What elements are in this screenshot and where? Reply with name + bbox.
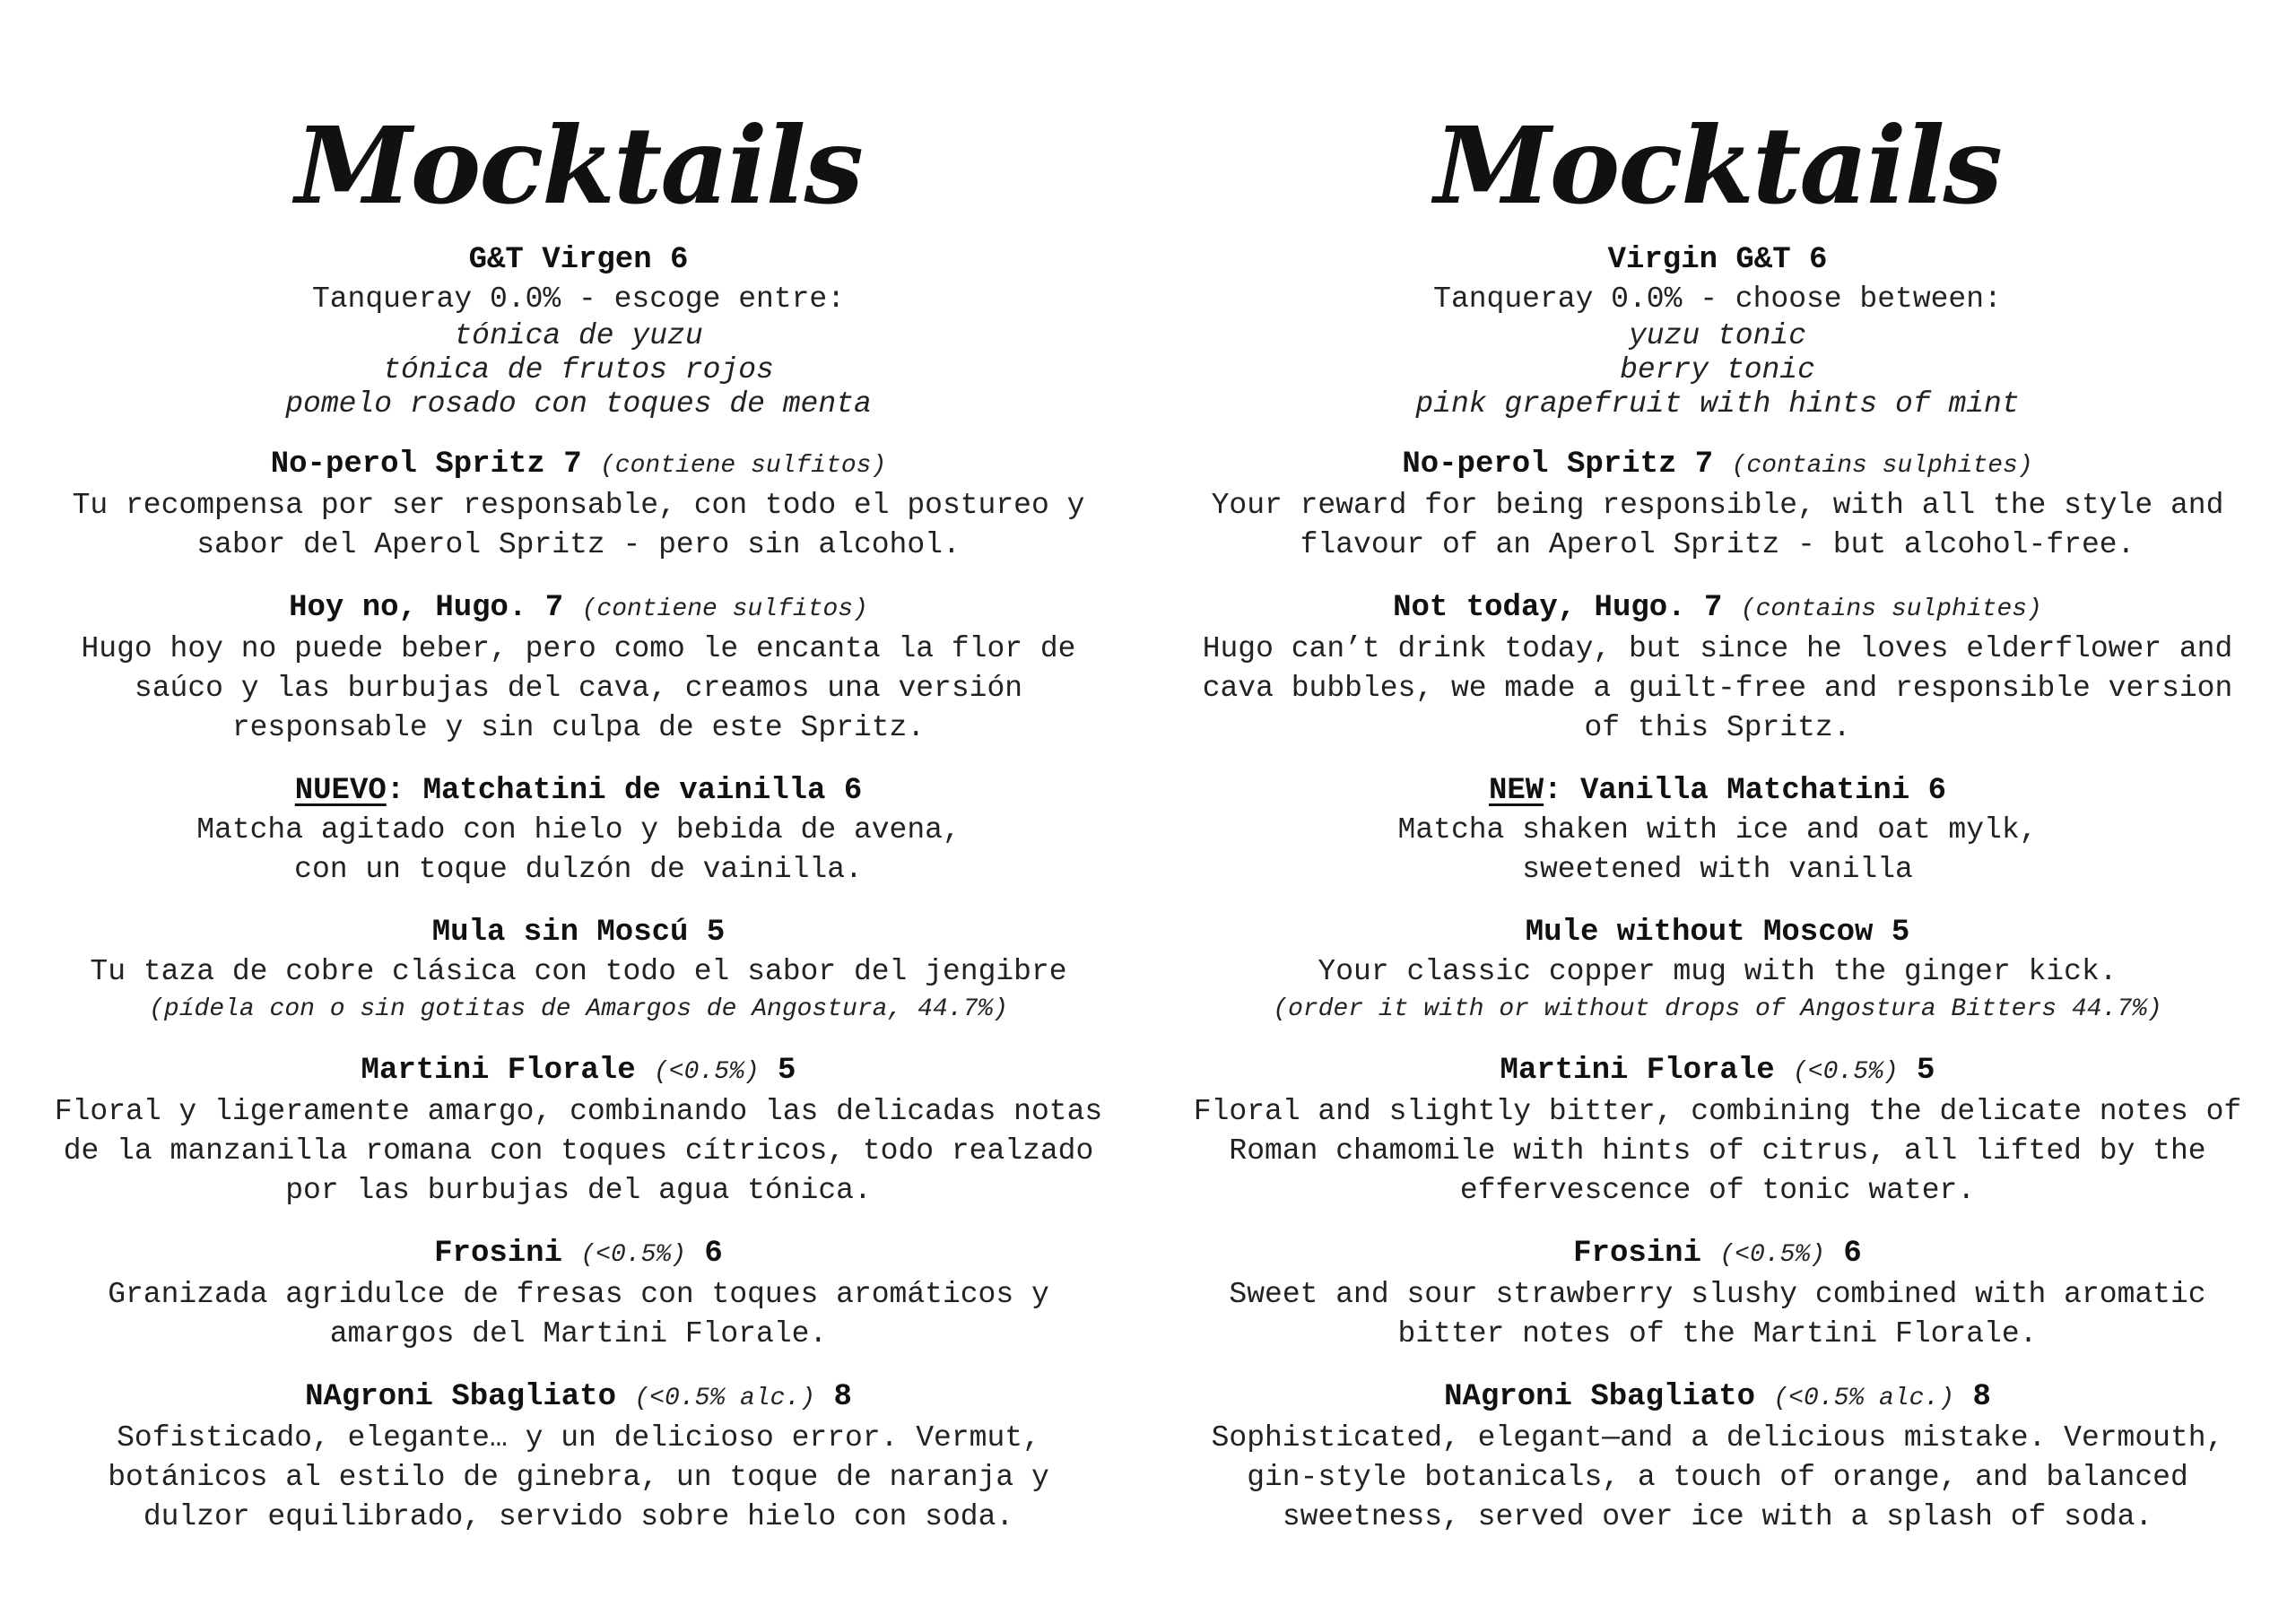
drink-heading (27, 1377, 1130, 1419)
english-menu-column (1166, 103, 2269, 1560)
drink-description: Tanqueray 0.0% - choose between: (1433, 282, 2002, 316)
menu-items (1166, 240, 2269, 1537)
drink-note: (<0.5%) (580, 1241, 687, 1269)
drink-description: Floral y ligeramente amargo, combinando las delicadas notas (54, 1095, 1103, 1128)
drink-description: sabor del Aperol Spritz - pero sin alcohol. (196, 528, 961, 561)
drink-price: 8 (833, 1380, 852, 1414)
drink-heading (27, 771, 1130, 811)
menu-item (27, 445, 1130, 565)
menu-item (27, 588, 1130, 748)
drink-note: (contains sulphites) (1731, 452, 2033, 480)
drink-name: Not today, Hugo. 7 (1393, 591, 1723, 625)
drink-description: sweetened with vanilla (1522, 853, 1913, 886)
drink-name: Frosini (434, 1237, 562, 1271)
drink-price: 8 (1972, 1380, 1991, 1414)
drink-option: berry tonic (1620, 353, 1815, 386)
drink-option: pomelo rosado con toques de menta (285, 387, 872, 421)
drink-name: No-perol Spritz 7 (270, 447, 582, 482)
drink-description: gin-style botanicals, a touch of orange, and balanced (1247, 1461, 2188, 1494)
menu-item (27, 1051, 1130, 1211)
drink-name: Virgin G&T 6 (1607, 243, 1828, 277)
menu-item (1166, 240, 2269, 421)
drink-heading (27, 1051, 1130, 1092)
menu-item (1166, 588, 2269, 748)
drink-description: con un toque dulzón de vainilla. (294, 853, 863, 886)
drink-description: responsable y sin culpa de este Spritz. (231, 711, 926, 744)
drink-description: saúco y las burbujas del cava, creamos una versión (134, 672, 1023, 705)
drink-option: yuzu tonic (1628, 319, 1807, 352)
menu-item (1166, 771, 2269, 890)
drink-note: (<0.5%) (1719, 1241, 1826, 1269)
drink-description: of this Spritz. (1584, 711, 1851, 744)
menu-item (1166, 913, 2269, 1028)
drink-description: effervescence of tonic water. (1459, 1174, 1976, 1207)
menu-item (1166, 1234, 2269, 1354)
drink-description: Sophisticated, elegant—and a delicious mistake. Vermouth, (1211, 1421, 2224, 1455)
drink-description: Tu taza de cobre clásica con todo el sabor del jengibre (90, 955, 1067, 988)
drink-name: : Vanilla Matchatini 6 (1544, 774, 1947, 808)
drink-option: pink grapefruit with hints of mint (1415, 387, 2020, 421)
drink-description: Sofisticado, elegante… y un delicioso error. Vermut, (117, 1421, 1040, 1455)
drink-price: 6 (704, 1237, 723, 1271)
drink-name: Martini Florale (361, 1054, 636, 1088)
drink-footnote: (order it with or without drops of Angostura Bitters 44.7%) (1273, 995, 2162, 1023)
drink-heading (27, 913, 1130, 952)
drink-description: sweetness, served over ice with a splash of soda. (1282, 1500, 2153, 1533)
menu-item (1166, 1051, 2269, 1211)
drink-name: Hoy no, Hugo. 7 (289, 591, 564, 625)
menu-item (1166, 445, 2269, 565)
drink-price: 5 (778, 1054, 796, 1088)
drink-description: bitter notes of the Martini Florale. (1397, 1317, 2038, 1350)
menu-title: Mocktails (295, 103, 862, 228)
drink-heading (1166, 1234, 2269, 1275)
drink-heading (27, 445, 1130, 486)
drink-description: Tanqueray 0.0% - escoge entre: (311, 282, 846, 316)
drink-note: (<0.5%) (654, 1058, 760, 1086)
drink-heading (1166, 588, 2269, 630)
drink-note: (contains sulphites) (1740, 595, 2042, 623)
drink-footnote: (pídela con o sin gotitas de Amargos de Angostura, 44.7%) (149, 995, 1008, 1023)
drink-heading (1166, 913, 2269, 952)
drink-heading (27, 1234, 1130, 1275)
drink-name: NAgroni Sbagliato (305, 1380, 616, 1414)
drink-heading (1166, 771, 2269, 811)
drink-description: Your classic copper mug with the ginger kick. (1318, 955, 2118, 988)
menu-item (27, 1377, 1130, 1537)
drink-description: cava bubbles, we made a guilt-free and responsible version (1202, 672, 2233, 705)
drink-name: Mule without Moscow 5 (1525, 916, 1910, 950)
new-badge: NUEVO (294, 774, 387, 808)
drink-heading (27, 588, 1130, 630)
drink-description: por las burbujas del agua tónica. (285, 1174, 872, 1207)
drink-note: (<0.5%) (1793, 1058, 1899, 1086)
drink-note: (contiene sulfitos) (600, 452, 887, 480)
drink-option: tónica de yuzu (454, 319, 703, 352)
drink-heading (1166, 240, 2269, 280)
drink-note: (<0.5% alc.) (1773, 1385, 1955, 1412)
drink-description: amargos del Martini Florale. (329, 1317, 828, 1350)
drink-price: 6 (1843, 1237, 1862, 1271)
drink-name: NAgroni Sbagliato (1444, 1380, 1755, 1414)
drink-description: Matcha agitado con hielo y bebida de avena, (196, 813, 961, 847)
drink-heading (1166, 445, 2269, 486)
drink-name: Frosini (1573, 1237, 1701, 1271)
drink-description: flavour of an Aperol Spritz - but alcohol-free. (1300, 528, 2135, 561)
drink-description: Granizada agridulce de fresas con toques aromáticos y (108, 1278, 1049, 1311)
drink-price: 5 (1917, 1054, 1935, 1088)
menu-title: Mocktails (1434, 103, 2001, 228)
drink-name: : Matchatini de vainilla 6 (386, 774, 863, 808)
drink-note: (<0.5% alc.) (634, 1385, 816, 1412)
drink-description: Tu recompensa por ser responsable, con todo el postureo y (72, 489, 1085, 522)
drink-description: Hugo can’t drink today, but since he loves elderflower and (1202, 632, 2233, 665)
drink-description: Floral and slightly bitter, combining the delicate notes of (1193, 1095, 2242, 1128)
drink-option: tónica de frutos rojos (383, 353, 774, 386)
drink-name: No-perol Spritz 7 (1402, 447, 1714, 482)
drink-name: G&T Virgen 6 (468, 243, 689, 277)
spanish-menu-column (27, 103, 1130, 1560)
menu-item (27, 771, 1130, 890)
drink-heading (1166, 1377, 2269, 1419)
drink-heading (27, 240, 1130, 280)
drink-description: Sweet and sour strawberry slushy combined with aromatic (1229, 1278, 2206, 1311)
drink-description: Your reward for being responsible, with all the style and (1211, 489, 2224, 522)
drink-heading (1166, 1051, 2269, 1092)
drink-name: Mula sin Moscú 5 (431, 916, 726, 950)
menu-items (27, 240, 1130, 1537)
drink-description: Hugo hoy no puede beber, pero como le encanta la flor de (81, 632, 1076, 665)
drink-description: dulzor equilibrado, servido sobre hielo con soda. (143, 1500, 1014, 1533)
drink-note: (contiene sulfitos) (581, 595, 868, 623)
new-badge: NEW (1488, 774, 1544, 808)
drink-description: Roman chamomile with hints of citrus, all lifted by the (1229, 1134, 2206, 1168)
menu-item (27, 1234, 1130, 1354)
menu-item (1166, 1377, 2269, 1537)
drink-description: de la manzanilla romana con toques cítricos, todo realzado (63, 1134, 1094, 1168)
menu-item (27, 240, 1130, 421)
drink-description: botánicos al estilo de ginebra, un toque de naranja y (108, 1461, 1049, 1494)
menu-item (27, 913, 1130, 1028)
drink-name: Martini Florale (1500, 1054, 1775, 1088)
drink-description: Matcha shaken with ice and oat mylk, (1397, 813, 2038, 847)
